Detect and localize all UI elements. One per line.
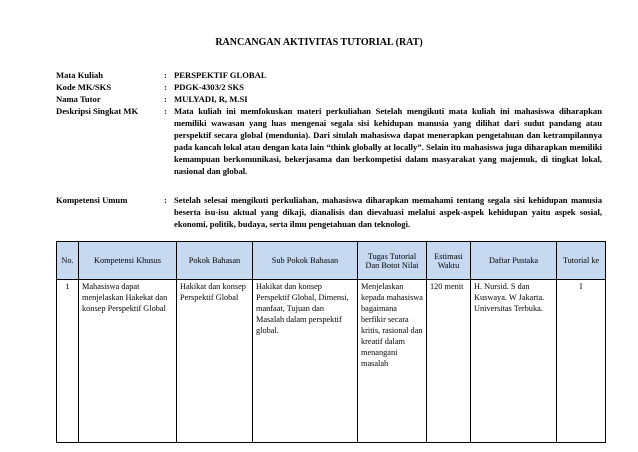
cell-no: 1 — [57, 280, 79, 443]
info-colon: : — [164, 82, 167, 92]
competency-value: Setelah selesai mengikuti perkuliahan, mahasiswa diharapkan memahami tentang segala sisi kehidupan manusia beserta isu-isu aktual yang dikaji, dianalisis dan dievaluasi melalui aspek-aspek kehidupan yaitu aspek sosial, ekonomi, politik, budaya, serta ilmu pengetahuan dan teknologi. — [174, 195, 602, 229]
info-row-code — [56, 81, 602, 93]
header-tutorial-ke: Tutorial ke — [557, 242, 606, 280]
cell-estimasi-waktu: 120 menit — [427, 280, 471, 443]
competency-colon: : — [164, 195, 167, 205]
info-label: Kode MK/SKS — [56, 82, 112, 92]
table-header-row — [57, 242, 606, 280]
info-value: PDGK-4303/2 SKS — [174, 82, 244, 92]
header-sub-pokok-bahasan: Sub Pokok Bahasan — [253, 242, 358, 280]
info-value: MULYADI, R, M.SI — [174, 94, 248, 104]
header-no: No. — [57, 242, 79, 280]
info-row-course — [56, 69, 602, 81]
info-colon: : — [164, 106, 167, 116]
general-competency — [56, 194, 602, 230]
cell-tugas-tutorial: Menjelaskan kepada mahasiswa bagaimana berfikir secara kritis, rasional dan kreatif dalam menangani masalah — [358, 280, 427, 443]
header-estimasi-waktu: Estimasi Waktu — [427, 242, 471, 280]
info-label: Mata Kuliah — [56, 70, 104, 80]
header-daftar-pustaka: Daftar Pustaka — [471, 242, 557, 280]
competency-label: Kompetensi Umum — [56, 195, 128, 205]
info-value: Mata kuliah ini memfokuskan materi perkuliahan Setelah mengikuti mata kuliah ini mahasiswa diharapkan memiliki wawasan yang luas mengenai segala sisi kehidupan manusia yang dilihat dari sudut pandang atau perspektif secara global (mendunia). Dari situlah mahasiswa dapat menerapkan pengetahuan dan ketrampilannya pada kancah lokal atau dengan kata lain “think globally at locally”. Selain itu mahasiswa juga diharapkan memiliki kemampuan berkomunikasi, bekerjasama dan berkompetisi dalam masyarakat yang majemuk, di tingkat lokal, nasional dan global. — [174, 106, 602, 176]
cell-sub-pokok-bahasan: Hakikat dan konsep Perspektif Global, Dimensi, manfaat, Tujuan dan Masalah dalam perspektif global. — [253, 280, 358, 443]
course-info — [56, 69, 602, 177]
cell-pokok-bahasan: Hakikat dan konsep Perspektif Global — [177, 280, 253, 443]
cell-daftar-pustaka: H. Nursid. S dan Kuswaya. W Jakarta. Universitas Terbuka. — [471, 280, 557, 443]
info-row-description — [56, 105, 602, 177]
cell-kompetensi-khusus: Mahasiswa dapat menjelaskan Hakekat dan konsep Perspektif Global — [79, 280, 177, 443]
rat-table — [56, 241, 606, 443]
info-colon: : — [164, 70, 167, 80]
info-label: Nama Tutor — [56, 94, 101, 104]
info-label: Deskripsi Singkat MK — [56, 106, 139, 116]
header-pokok-bahasan: Pokok Bahasan — [177, 242, 253, 280]
info-row-tutor — [56, 93, 602, 105]
competency-row — [56, 194, 602, 230]
info-colon: : — [164, 94, 167, 104]
cell-tutorial-ke: I — [557, 280, 606, 443]
document-title: RANCANGAN AKTIVITAS TUTORIAL (RAT) — [215, 37, 423, 48]
header-tugas-tutorial: Tugas Tutorial Dan Botot Nilai — [358, 242, 427, 280]
table-row — [57, 280, 606, 443]
info-value: PERSPEKTIF GLOBAL — [174, 70, 267, 80]
header-kompetensi-khusus: Kompetensi Khusus — [79, 242, 177, 280]
